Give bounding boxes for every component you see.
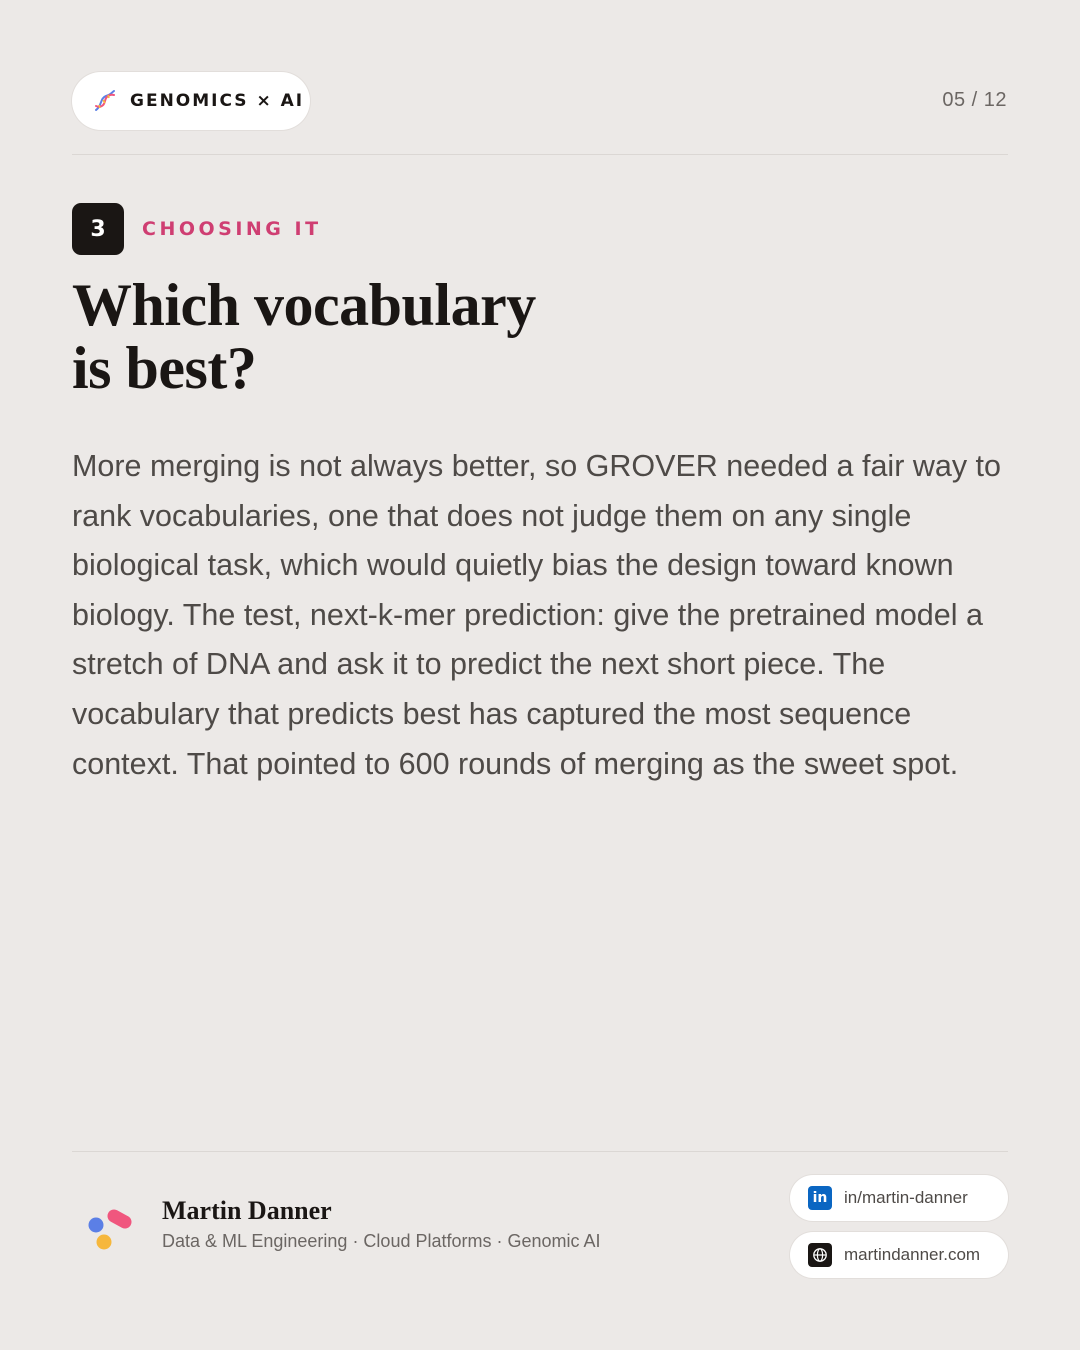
page-indicator: 05 / 12: [942, 89, 1007, 111]
section-label: CHOOSING IT: [142, 218, 322, 240]
linkedin-link[interactable]: [790, 1175, 1008, 1221]
linkedin-handle: in/martin-danner: [844, 1188, 968, 1207]
author-role: Data & ML Engineering · Cloud Platforms · Genomic AI: [162, 1231, 601, 1251]
page-title: [72, 274, 772, 400]
page-title-line-2: is best?: [72, 335, 257, 401]
topic-tag: [72, 72, 310, 130]
author-name: Martin Danner: [162, 1196, 332, 1225]
header-divider: [72, 154, 1008, 155]
author-logo-icon: [86, 1204, 138, 1256]
body-paragraph: More merging is not always better, so GROVER needed a fair way to rank vocabularies, one that does not judge them on any single biological task, which would quietly bias the design toward known biology. The test, next-k-mer prediction: give the pretrained model a stretch of DNA and ask it to predict the next short piece. The vocabulary that predicts best has captured the most sequence context. That pointed to 600 rounds of merging as the sweet spot.: [72, 449, 1001, 781]
dna-icon: [92, 88, 118, 114]
page-title-line-1: Which vocabulary: [72, 272, 536, 338]
footer-divider: [72, 1151, 1008, 1152]
globe-icon: [808, 1243, 832, 1267]
section-number-badge: 3: [72, 203, 124, 255]
website-url: martindanner.com: [844, 1245, 981, 1264]
website-link[interactable]: [790, 1232, 1008, 1278]
linkedin-icon: in: [808, 1186, 832, 1210]
topic-tag-label: GENOMICS × AI: [130, 91, 305, 111]
